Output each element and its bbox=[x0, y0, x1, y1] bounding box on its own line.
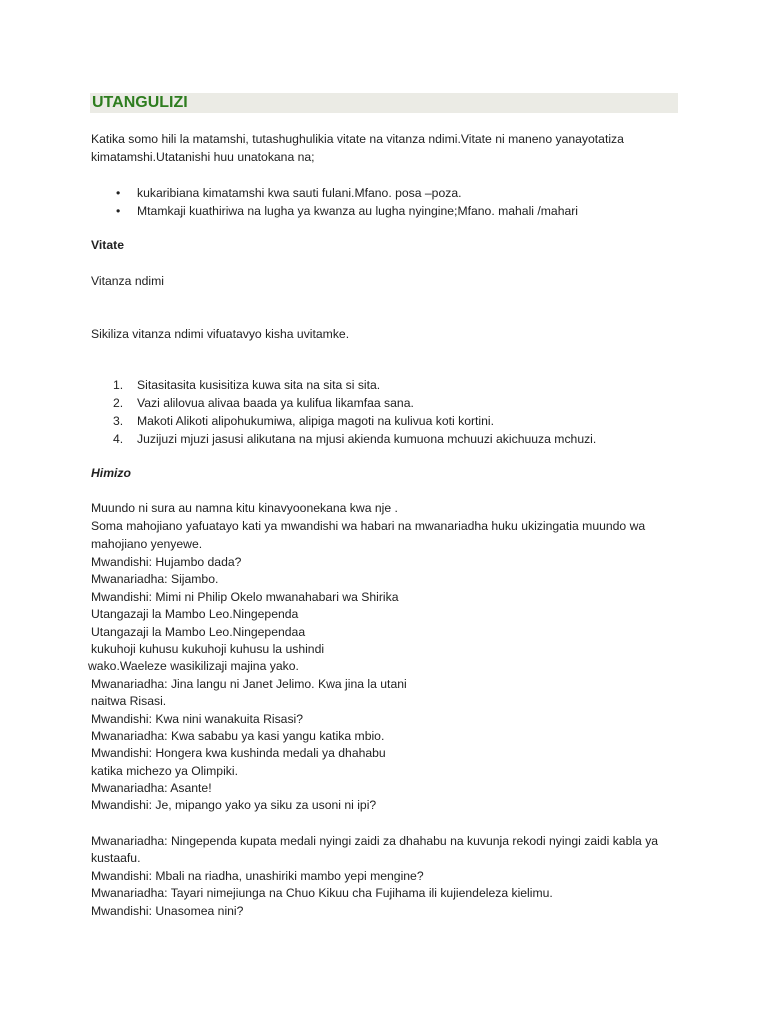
instruction-text: Sikiliza vitanza ndimi vifuatavyo kisha uvitamke. bbox=[91, 327, 350, 341]
body-line: mahojiano yenyewe. bbox=[91, 537, 203, 551]
list-number: 3. bbox=[113, 414, 124, 428]
body-line: Muundo ni sura au namna kitu kinavyoonekana kwa nje . bbox=[91, 501, 398, 515]
body-line: katika michezo ya Olimpiki. bbox=[91, 764, 238, 778]
vitate-heading: Vitate bbox=[91, 238, 124, 252]
body-line: Mwandishi: Hongera kwa kushinda medali ya dhahabu bbox=[91, 746, 386, 760]
body-line: Mwanariadha: Asante! bbox=[91, 781, 212, 795]
vitanza-label: Vitanza ndimi bbox=[91, 274, 164, 288]
bullet-item: Mtamkaji kuathiriwa na lugha ya kwanza au lugha nyingine;Mfano. mahali /mahari bbox=[137, 204, 579, 218]
body-line: Mwandishi: Mbali na riadha, unashiriki mambo yepi mengine? bbox=[91, 869, 424, 883]
body-line: Soma mahojiano yafuatayo kati ya mwandishi wa habari na mwanariadha huku ukizingatia muundo wa bbox=[91, 519, 646, 533]
body-line: kukuhoji kuhusu kukuhoji kuhusu la ushindi bbox=[91, 642, 325, 656]
body-line: Mwanariadha: Tayari nimejiunga na Chuo Kikuu cha Fujihama ili kujiendeleza kielimu. bbox=[91, 886, 553, 900]
list-number: 1. bbox=[113, 378, 124, 392]
list-number: 4. bbox=[113, 432, 124, 446]
intro-line: kimatamshi.Utatanishi huu unatokana na; bbox=[91, 150, 315, 164]
numbered-item: Juzijuzi mjuzi jasusi alikutana na mjusi akienda kumuona mchuuzi akichuuza mchuzi. bbox=[137, 432, 597, 446]
body-line: Mwandishi: Mimi ni Philip Okelo mwanahabari wa Shirika bbox=[91, 590, 399, 604]
body-line: wako.Waeleze wasikilizaji majina yako. bbox=[88, 659, 299, 673]
body-line: Utangazaji la Mambo Leo.Ningependaa bbox=[91, 625, 306, 639]
section-heading: UTANGULIZI bbox=[92, 94, 188, 111]
bullet-marker: • bbox=[116, 186, 121, 200]
bullet-marker: • bbox=[116, 204, 121, 218]
body-line: Mwandishi: Unasomea nini? bbox=[91, 904, 244, 918]
body-line: kustaafu. bbox=[91, 851, 141, 865]
body-line: naitwa Risasi. bbox=[91, 694, 167, 708]
numbered-item: Vazi alilovua alivaa baada ya kulifua likamfaa sana. bbox=[137, 396, 414, 410]
body-line: Mwanariadha: Kwa sababu ya kasi yangu katika mbio. bbox=[91, 729, 385, 743]
bullet-item: kukaribiana kimatamshi kwa sauti fulani.Mfano. posa –poza. bbox=[137, 186, 462, 200]
body-line: Mwandishi: Je, mipango yako ya siku za usoni ni ipi? bbox=[91, 798, 377, 812]
numbered-item: Sitasitasita kusisitiza kuwa sita na sita si sita. bbox=[137, 378, 381, 392]
list-number: 2. bbox=[113, 396, 124, 410]
himizo-heading: Himizo bbox=[91, 466, 131, 480]
body-line: Mwandishi: Kwa nini wanakuita Risasi? bbox=[91, 712, 304, 726]
body-line: Mwandishi: Hujambo dada? bbox=[91, 555, 242, 569]
body-line: Mwanariadha: Jina langu ni Janet Jelimo. Kwa jina la utani bbox=[91, 677, 407, 691]
numbered-item: Makoti Alikoti alipohukumiwa, alipiga magoti na kulivua koti kortini. bbox=[137, 414, 494, 428]
body-line: Utangazaji la Mambo Leo.Ningependa bbox=[91, 607, 299, 621]
intro-line: Katika somo hili la matamshi, tutashughulikia vitate na vitanza ndimi.Vitate ni maneno yanayotatiza bbox=[91, 132, 624, 146]
body-line: Mwanariadha: Sijambo. bbox=[91, 572, 219, 586]
body-line: Mwanariadha: Ningependa kupata medali nyingi zaidi za dhahabu na kuvunja rekodi nyingi zaidi kabla ya bbox=[91, 834, 659, 848]
